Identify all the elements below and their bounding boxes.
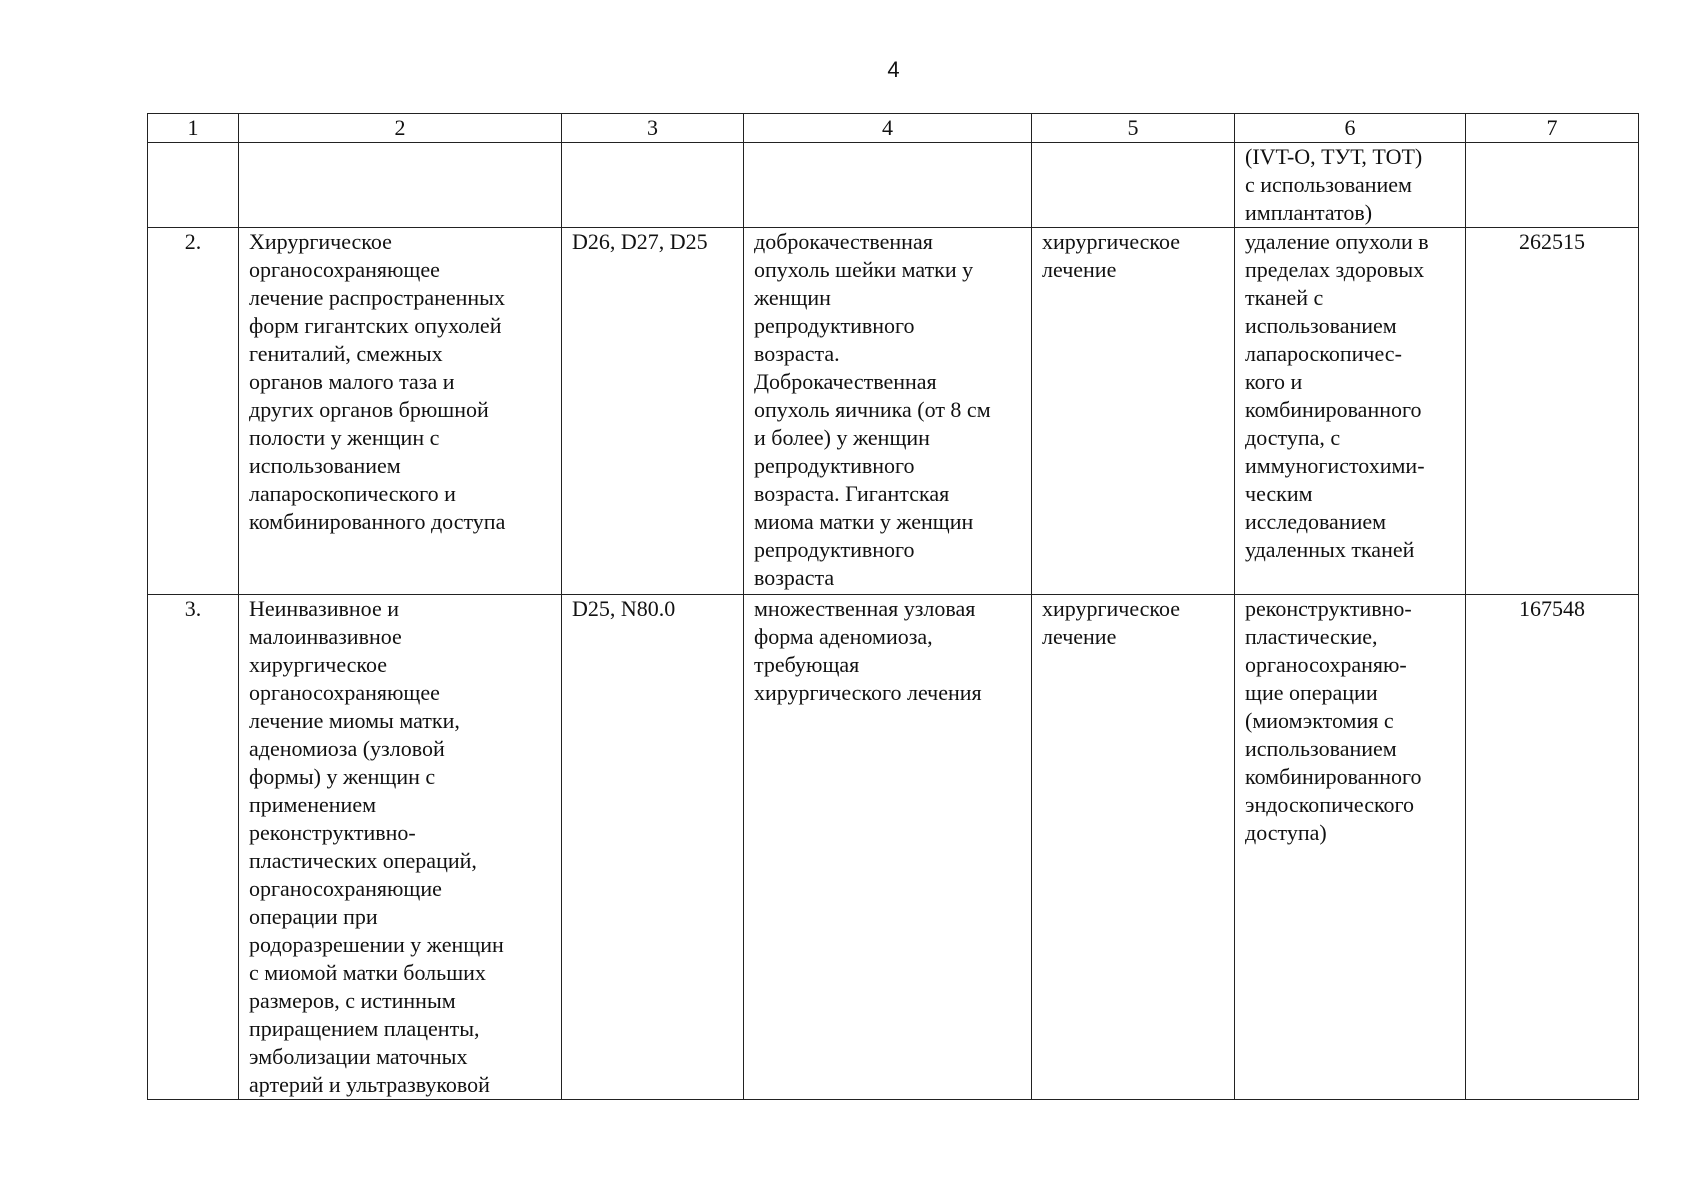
column-number: 4 [744,114,1032,143]
column-number: 1 [148,114,239,143]
cell-treatment-type: хирургическое лечение [1032,595,1235,1100]
cell-treatment-type: хирургическое лечение [1032,228,1235,595]
column-number: 6 [1235,114,1466,143]
cell-empty [1032,143,1235,228]
cell-empty [744,143,1032,228]
cell-row-number: 3. [148,595,239,1100]
table-row-continuation [148,143,1639,228]
table-row [148,228,1639,595]
cell-treatment-method: удаление опухоли в пределах здоровых тканей с использованием лапароскопичес- кого и комбинированного доступа, с иммуногистохими- ческим исследованием удаленных тканей [1235,228,1466,595]
column-number: 3 [562,114,744,143]
cell-care-type: Хирургическое органосохраняющее лечение распространенных форм гигантских опухолей гениталий, смежных органов малого таза и других органов брюшной полости у женщин с использованием лапароскопического и комбинированного доступа [239,228,562,595]
cell-empty [562,143,744,228]
cell-cost: 262515 [1466,228,1639,595]
table-row [148,595,1639,1100]
cell-cost: 167548 [1466,595,1639,1100]
cell-treatment-method: реконструктивно- пластические, органосохраняю- щие операции (миомэктомия с использованием комбинированного эндоскопического доступа) [1235,595,1466,1100]
column-number-row [148,114,1639,143]
cell-patient-model: доброкачественная опухоль шейки матки у женщин репродуктивного возраста. Доброкачественная опухоль яичника (от 8 см и более) у женщин репродуктивного возраста. Гигантская миома матки у женщин репродуктивного возраста [744,228,1032,595]
medical-care-table [147,113,1639,1100]
cell-row-number: 2. [148,228,239,595]
column-number: 2 [239,114,562,143]
cell-patient-model: множественная узловая форма аденомиоза, требующая хирургического лечения [744,595,1032,1100]
column-number: 7 [1466,114,1639,143]
cell-icd-codes: D26, D27, D25 [562,228,744,595]
column-number: 5 [1032,114,1235,143]
cell-care-type: Неинвазивное и малоинвазивное хирургическое органосохраняющее лечение миомы матки, аденомиоза (узловой формы) у женщин с применением реконструктивно- пластических операций, органосохраняющие операции при родоразрешении у женщин с миомой матки больших размеров, с истинным приращением плаценты, эмболизации маточных артерий и ультразвуковой [239,595,562,1100]
cell-empty [1466,143,1639,228]
cell-empty [148,143,239,228]
page-number: 4 [887,57,900,82]
cell-method-continued: (IVT-O, ТУТ, ТОТ) с использованием имплантатов) [1235,143,1466,228]
cell-icd-codes: D25, N80.0 [562,595,744,1100]
cell-empty [239,143,562,228]
